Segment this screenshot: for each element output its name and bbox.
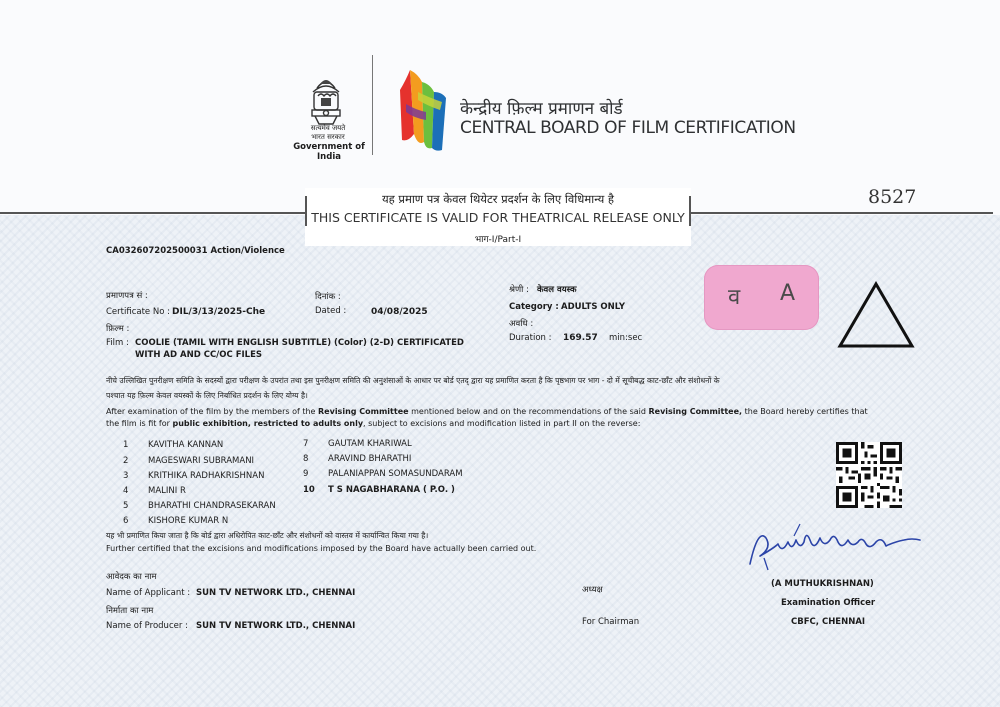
header-divider [372,55,373,155]
org-name-english: CENTRAL BOARD OF FILM CERTIFICATION [460,118,796,138]
gov-english: Government of India [293,142,365,162]
producer-label-hindi: निर्माता का नाम [106,606,154,616]
qr-code-icon [836,442,902,508]
cert-no-label-hindi: प्रमाणपत्र सं : [106,291,148,301]
film-title-line1: COOLIE (TAMIL WITH ENGLISH SUBTITLE) (Color) (2-D) CERTIFICATED [135,338,464,348]
cert-no-value: DIL/3/13/2025-Che [172,307,266,317]
member-num: 5 [123,501,129,511]
org-name-hindi: केन्द्रीय फ़िल्म प्रमाणन बोर्ड [460,99,623,119]
adult-triangle-icon [836,280,916,350]
duration-unit: min:sec [609,333,643,343]
member-name: KAVITHA KANNAN [148,440,224,450]
officer-office: CBFC, CHENNAI [791,617,866,627]
member-num: 6 [123,516,129,526]
category-label-hindi: श्रेणी : [509,285,529,295]
category-value: ADULTS ONLY [561,302,626,312]
for-chairman: For Chairman [582,617,640,627]
statement-english-2: the film is fit for public exhibition, restricted to adults only, subject to excisions and modification listed in part II on the reverse: [106,419,641,428]
cbfc-logo-icon [396,62,452,154]
film-label: Film : [106,338,129,348]
member-name: ARAVIND BHARATHI [328,454,412,464]
producer-label: Name of Producer : [106,621,188,631]
gov-hindi: भारत सरकार [311,133,345,141]
category-label: Category : [509,302,559,312]
member-name-presiding-officer: T S NAGABHARANA ( P.O. ) [328,485,455,495]
reference-code: CA032607202500031 Action/Violence [106,246,285,256]
further-hindi: यह भी प्रमाणित किया जाता है कि बोर्ड द्वारा अधिरोपित काट-छाँट और संशोधनों को वास्तव में कार्यान्वित किया गया है। [106,531,429,540]
statement-english-1: After examination of the film by the members of the Revising Committee mentioned below and on the recommendations of the said Revising Committee, the Board hereby certifies that [106,407,868,416]
category-value-hindi: केवल वयस्क [537,285,577,295]
validity-english: THIS CERTIFICATE IS VALID FOR THEATRICAL RELEASE ONLY [311,210,685,225]
date-label: Dated : [315,306,347,316]
rule-left [0,212,305,214]
member-name: PALANIAPPAN SOMASUNDARAM [328,469,463,479]
date-value: 04/08/2025 [371,307,428,317]
member-name: KRITHIKA RADHAKRISHNAN [148,471,265,481]
member-num: 10 [303,485,315,495]
film-title-line2: WITH AD AND CC/OC FILES [135,350,263,360]
member-name: MAGESWARI SUBRAMANI [148,456,255,466]
officer-title: Examination Officer [781,598,876,608]
member-num: 1 [123,440,129,450]
member-name: BHARATHI CHANDRASEKARAN [148,501,276,511]
producer-value: SUN TV NETWORK LTD., CHENNAI [196,621,356,631]
member-name: KISHORE KUMAR N [148,516,229,526]
member-num: 4 [123,486,129,496]
rating-badge [704,265,819,330]
rating-hindi: व [728,285,741,310]
member-num: 9 [303,469,309,479]
member-num: 8 [303,454,309,464]
member-num: 3 [123,471,129,481]
duration-value: 169.57 [563,333,598,343]
cert-no-label: Certificate No : [106,307,170,317]
film-label-hindi: फ़िल्म : [106,324,130,334]
chairman-hindi: अध्यक्ष [582,585,603,595]
applicant-label: Name of Applicant : [106,588,191,598]
emblem-motto: सत्यमेव जयते [310,124,346,132]
officer-signature [744,518,924,574]
part-label: भाग-I/Part-I [474,235,522,245]
rule-right [691,212,993,214]
statement-hindi-2: पश्चात यह फ़िल्म केवल वयस्कों के लिए निर्बाधित प्रदर्शन के लिए योग्य है। [106,391,308,400]
rating-letter: A [780,281,796,306]
member-name: MALINI R [148,486,186,496]
member-num: 7 [303,439,309,449]
date-label-hindi: दिनांक : [315,292,341,302]
further-english: Further certified that the excisions and modifications imposed by the Board have actually been carried out. [106,544,537,553]
duration-label: Duration : [509,333,552,343]
applicant-label-hindi: आवेदक का नाम [106,572,157,582]
officer-name: (A MUTHUKRISHNAN) [771,579,874,589]
duration-label-hindi: अवधि : [509,319,534,329]
member-num: 2 [123,456,129,466]
serial-number: 8527 [868,186,917,208]
member-name: GAUTAM KHARIWAL [328,439,412,449]
statement-hindi-1: नीचे उल्लिखित पुनरीक्षण समिति के सदस्यों द्वारा परीक्षण के उपरांत तथा इस पुनरीक्षण समिति की अनुशंसाओं के आधार पर बोर्ड एतद् द्वारा यह प्रमाणित करता है कि पृष्ठभाग पर भाग - दो में सूचीबद्ध काट-छाँट और संशोधनों के [106,376,720,385]
validity-hindi: यह प्रमाण पत्र केवल थियेटर प्रदर्शन के लिए विधिमान्य है [381,192,615,206]
applicant-value: SUN TV NETWORK LTD., CHENNAI [196,588,356,598]
